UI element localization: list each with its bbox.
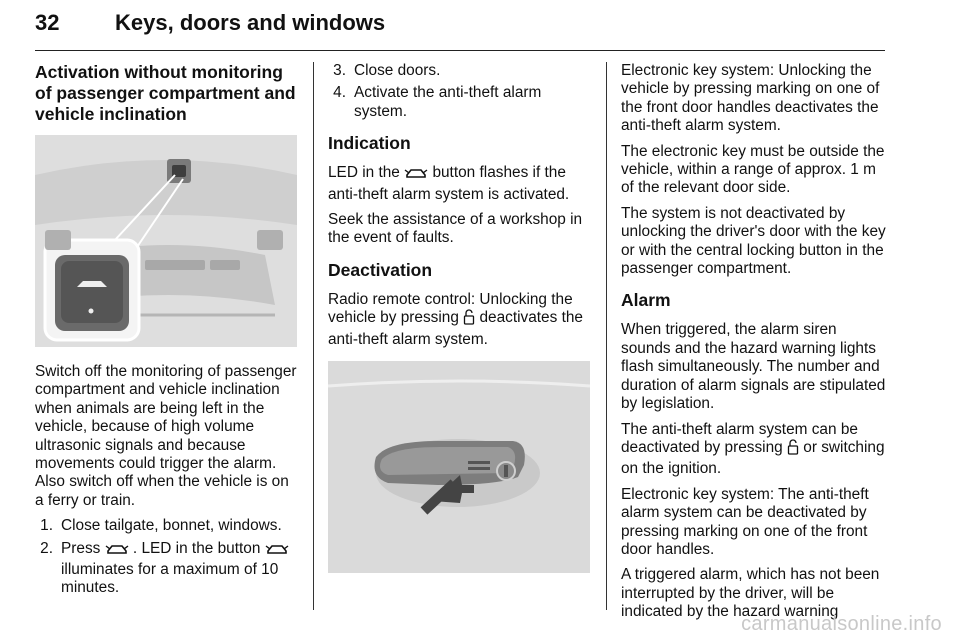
para-electronic-key-unlocking: Electronic key system: Unlocking the vehicle by pressing marking on one of the front door handles deactivates the anti-theft alarm system. [621,62,880,135]
para-workshop: Seek the assistance of a workshop in the event of faults. [328,211,583,247]
para-electronic-key-alarm: Electronic key system: The anti-theft alarm system can be deactivated by pressing marking on one of the front door handles. [621,485,869,558]
overhead-console-drawing [35,135,297,347]
page-header [35,0,885,51]
car-alarm-icon [265,542,289,561]
heading-alarm: Alarm [621,290,671,311]
step-number: 4. [333,84,346,102]
step-text: Close doors. [354,62,441,79]
heading-activation-without-monitoring: Activation without monitoring of passenger compartment and vehicle inclination [35,62,296,124]
step-3 [328,62,593,80]
column-divider [313,62,314,610]
text-part: The anti-theft alarm system can be deactivated by pressing [621,420,858,456]
para-switch-off-monitoring: Switch off the monitoring of passenger compartment and vehicle inclination when animals are being left in the vehicle, because of high volume ultrasonic signals and because movements could trigger the alarm. Also switch off when the vehicle is on a ferry or train. [35,363,297,509]
step-number: 1. [40,517,53,535]
step-text-part: illuminates for a maximum of 10 minutes. [61,561,279,597]
step-4 [328,84,593,121]
text-part: or switching on the ignition. [621,438,885,478]
step-text: Close tailgate, bonnet, windows. [61,517,282,535]
heading-indication: Indication [328,133,411,154]
car-alarm-icon [105,542,129,561]
door-handle-drawing [328,361,590,573]
para-deactivate-by-pressing [621,421,887,479]
para-key-range: The electronic key must be outside the vehicle, within a range of approx. 1 m of the relevant door side. [621,142,885,197]
para-alarm-triggered: When triggered, the alarm siren sounds and the hazard warning lights flash simultaneously. The number and duration of alarm signals are stipulated by legislation. [621,321,886,413]
step-text-part: . LED in the button [132,539,261,557]
step-2 [35,540,300,598]
column-3 [621,62,887,629]
unlock-icon [463,309,475,330]
para-triggered-alarm: A triggered alarm, which has not been interrupted by the driver, will be indicated by the hazard warning [621,566,880,621]
para-deactivation [328,291,593,349]
text-part: Radio remote control: Unlocking the vehicle by pressing [328,290,573,327]
overhead-console-illustration [35,135,297,347]
step-number: 2. [40,539,53,557]
step-text: Activate the anti-theft alarm system. [354,84,542,120]
heading-deactivation: Deactivation [328,259,433,280]
step-text-part: Press [61,539,101,557]
column-1 [35,62,300,602]
column-2 [328,62,593,573]
text-part: LED in the [328,164,400,182]
text-part: button flashes if the anti-theft alarm system is activated. [328,164,570,203]
step-text [61,540,300,598]
para-not-deactivated: The system is not deactivated by unlocking the driver's door with the key or with the central locking button in the passenger compartment. [621,204,886,278]
unlock-icon [787,439,799,460]
text-part: deactivates the anti-theft alarm system. [328,309,583,348]
para-indication [328,164,593,204]
step-number: 3. [333,62,346,79]
section-title: Keys, doors and windows [115,10,386,35]
car-alarm-icon [404,166,428,185]
door-handle-illustration [328,361,590,573]
step-1 [35,517,300,535]
page-number: 32 [35,10,60,35]
column-divider [606,62,607,610]
watermark: carmanualsonline.info [741,613,942,635]
